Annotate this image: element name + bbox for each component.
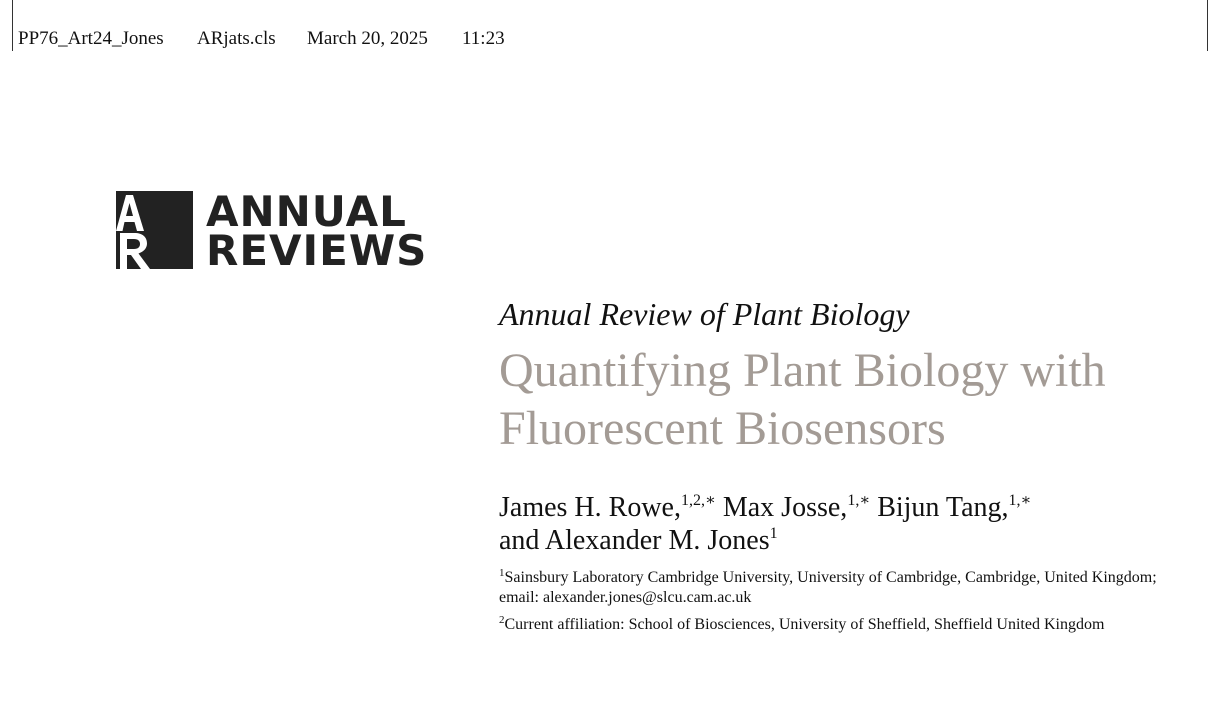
ar-logo-mark-icon	[116, 191, 193, 269]
article-head	[499, 294, 1159, 642]
journal-name: Annual Review of Plant Biology	[499, 296, 910, 332]
affiliation-2	[499, 615, 1159, 635]
crop-mark-right	[1207, 0, 1208, 51]
author-name: James H. Rowe,	[499, 492, 681, 523]
crop-mark-left	[12, 0, 13, 51]
affiliation-text: Current affiliation: School of Biosciences, University of Sheffield, Sheffield United Kingdom	[504, 616, 1105, 633]
title-line-2: Fluorescent Biosensors	[499, 402, 946, 455]
header-date: March 20, 2025	[307, 28, 428, 49]
affiliations	[499, 568, 1159, 635]
logo-line-annual: ANNUAL	[206, 187, 407, 236]
header-time: 11:23	[462, 28, 505, 49]
author-affil-marks: 1,∗	[1008, 492, 1032, 509]
affiliation-number: 1	[499, 567, 505, 579]
header-class-file: ARjats.cls	[197, 28, 276, 49]
title-line-1: Quantifying Plant Biology with	[499, 344, 1106, 397]
author-line-2	[499, 524, 1159, 557]
author-affil-marks: 1,2,∗	[680, 492, 716, 509]
author-line-1	[499, 491, 1159, 524]
annual-reviews-logo	[116, 187, 428, 275]
proof-header	[18, 28, 505, 50]
logo-line-reviews: REVIEWS	[206, 226, 428, 275]
author-name: Max Josse,	[722, 492, 848, 523]
affiliation-1	[499, 568, 1159, 608]
author-affil-marks: 1,∗	[847, 492, 871, 509]
affiliation-number: 2	[499, 614, 505, 626]
header-job-id: PP76_Art24_Jones	[18, 28, 164, 49]
author-list	[499, 491, 1159, 557]
author-name: Bijun Tang,	[877, 492, 1009, 523]
author-affil-marks: 1	[769, 525, 778, 542]
logo-wordmark	[206, 187, 428, 275]
author-name: and Alexander M. Jones	[499, 525, 770, 556]
affiliation-text: Sainsbury Laboratory Cambridge University, University of Cambridge, Cambridge, United Kingdom; email: alexander.jones@slcu.cam.ac.uk	[499, 569, 1157, 606]
article-title	[499, 342, 1159, 458]
